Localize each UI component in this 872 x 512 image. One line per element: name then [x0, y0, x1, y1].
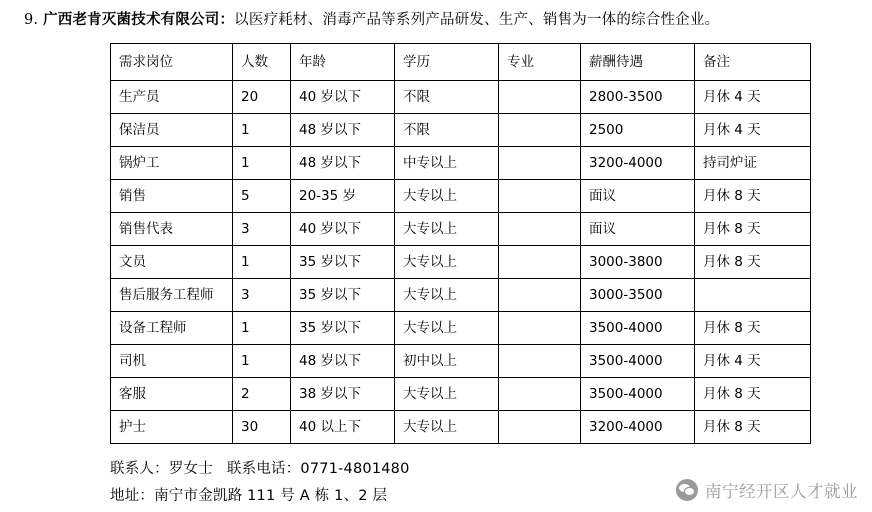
- column-header-salary: 薪酬待遇: [581, 44, 695, 81]
- column-header-post: 需求岗位: [111, 44, 233, 81]
- column-header-major: 专业: [499, 44, 581, 81]
- cell-count: 1: [233, 147, 291, 180]
- cell-salary: 3500-4000: [581, 378, 695, 411]
- cell-major: [499, 81, 581, 114]
- cell-major: [499, 378, 581, 411]
- table-row: [111, 81, 811, 114]
- table-row: [111, 246, 811, 279]
- cell-age: 35 岁以下: [291, 279, 395, 312]
- cell-remark: [695, 279, 811, 312]
- cell-major: [499, 411, 581, 444]
- cell-count: 30: [233, 411, 291, 444]
- cell-remark: 月休 8 天: [695, 312, 811, 345]
- cell-remark: 持司炉证: [695, 147, 811, 180]
- cell-count: 20: [233, 81, 291, 114]
- cell-count: 3: [233, 279, 291, 312]
- address-label: 地址：: [110, 488, 155, 505]
- cell-salary: 3200-4000: [581, 411, 695, 444]
- contact-person-label: 联系人：: [110, 461, 169, 478]
- cell-count: 1: [233, 312, 291, 345]
- cell-age: 35 岁以下: [291, 312, 395, 345]
- cell-age: 40 岁以下: [291, 213, 395, 246]
- cell-remark: 月休 4 天: [695, 114, 811, 147]
- cell-education: 不限: [395, 81, 499, 114]
- cell-post: 生产员: [111, 81, 233, 114]
- cell-post: 保洁员: [111, 114, 233, 147]
- cell-salary: 3000-3800: [581, 246, 695, 279]
- cell-salary: 面议: [581, 180, 695, 213]
- cell-count: 1: [233, 345, 291, 378]
- cell-major: [499, 147, 581, 180]
- cell-age: 48 岁以下: [291, 345, 395, 378]
- address-value: 南宁市金凯路 111 号 A 栋 1、2 层: [154, 488, 388, 505]
- cell-remark: 月休 8 天: [695, 411, 811, 444]
- cell-education: 大专以上: [395, 378, 499, 411]
- cell-count: 1: [233, 114, 291, 147]
- cell-age: 38 岁以下: [291, 378, 395, 411]
- cell-post: 售后服务工程师: [111, 279, 233, 312]
- cell-education: 不限: [395, 114, 499, 147]
- table-header-row: [111, 44, 811, 81]
- cell-age: 48 岁以下: [291, 114, 395, 147]
- table-row: [111, 147, 811, 180]
- column-header-education: 学历: [395, 44, 499, 81]
- cell-age: 20-35 岁: [291, 180, 395, 213]
- table-row: [111, 114, 811, 147]
- cell-remark: 月休 8 天: [695, 213, 811, 246]
- cell-count: 5: [233, 180, 291, 213]
- company-description: 以医疗耗材、消毒产品等系列产品研发、生产、销售为一体的综合性企业。: [234, 12, 720, 28]
- company-name: 广西老肯灭菌技术有限公司：: [43, 12, 235, 28]
- job-table: [110, 43, 811, 444]
- table-row: [111, 378, 811, 411]
- cell-major: [499, 114, 581, 147]
- watermark-text: 南宁经开区人才就业: [705, 482, 858, 501]
- cell-age: 35 岁以下: [291, 246, 395, 279]
- contact-phone-value: 0771-4801480: [300, 461, 410, 478]
- cell-remark: 月休 4 天: [695, 345, 811, 378]
- cell-post: 文员: [111, 246, 233, 279]
- table-row: [111, 279, 811, 312]
- cell-count: 2: [233, 378, 291, 411]
- item-index: 9.: [24, 12, 39, 28]
- company-intro: [24, 8, 848, 33]
- cell-education: 大专以上: [395, 246, 499, 279]
- watermark: [676, 478, 858, 502]
- cell-remark: 月休 4 天: [695, 81, 811, 114]
- table-row: [111, 345, 811, 378]
- cell-age: 40 岁以下: [291, 81, 395, 114]
- cell-education: 中专以上: [395, 147, 499, 180]
- cell-education: 大专以上: [395, 279, 499, 312]
- cell-post: 司机: [111, 345, 233, 378]
- cell-post: 锅炉工: [111, 147, 233, 180]
- column-header-count: 人数: [233, 44, 291, 81]
- cell-salary: 2500: [581, 114, 695, 147]
- cell-remark: 月休 8 天: [695, 180, 811, 213]
- column-header-remark: 备注: [695, 44, 811, 81]
- table-row: [111, 411, 811, 444]
- column-header-age: 年龄: [291, 44, 395, 81]
- cell-salary: 3000-3500: [581, 279, 695, 312]
- contact-person-name: 罗女士: [168, 461, 213, 478]
- cell-post: 销售: [111, 180, 233, 213]
- cell-salary: 面议: [581, 213, 695, 246]
- cell-count: 3: [233, 213, 291, 246]
- cell-major: [499, 246, 581, 279]
- cell-remark: 月休 8 天: [695, 246, 811, 279]
- cell-salary: 3200-4000: [581, 147, 695, 180]
- cell-post: 护士: [111, 411, 233, 444]
- table-row: [111, 312, 811, 345]
- cell-education: 初中以上: [395, 345, 499, 378]
- cell-education: 大专以上: [395, 213, 499, 246]
- cell-major: [499, 180, 581, 213]
- contact-phone-label: 联系电话：: [226, 461, 301, 478]
- cell-education: 大专以上: [395, 180, 499, 213]
- cell-age: 40 以上下: [291, 411, 395, 444]
- wechat-icon: [676, 479, 698, 501]
- cell-education: 大专以上: [395, 411, 499, 444]
- cell-education: 大专以上: [395, 312, 499, 345]
- table-row: [111, 213, 811, 246]
- cell-count: 1: [233, 246, 291, 279]
- cell-remark: 月休 8 天: [695, 378, 811, 411]
- cell-salary: 3500-4000: [581, 312, 695, 345]
- cell-major: [499, 345, 581, 378]
- cell-major: [499, 312, 581, 345]
- cell-salary: 3500-4000: [581, 345, 695, 378]
- cell-salary: 2800-3500: [581, 81, 695, 114]
- cell-major: [499, 213, 581, 246]
- cell-major: [499, 279, 581, 312]
- cell-post: 客服: [111, 378, 233, 411]
- cell-age: 48 岁以下: [291, 147, 395, 180]
- cell-post: 设备工程师: [111, 312, 233, 345]
- cell-post: 销售代表: [111, 213, 233, 246]
- table-row: [111, 180, 811, 213]
